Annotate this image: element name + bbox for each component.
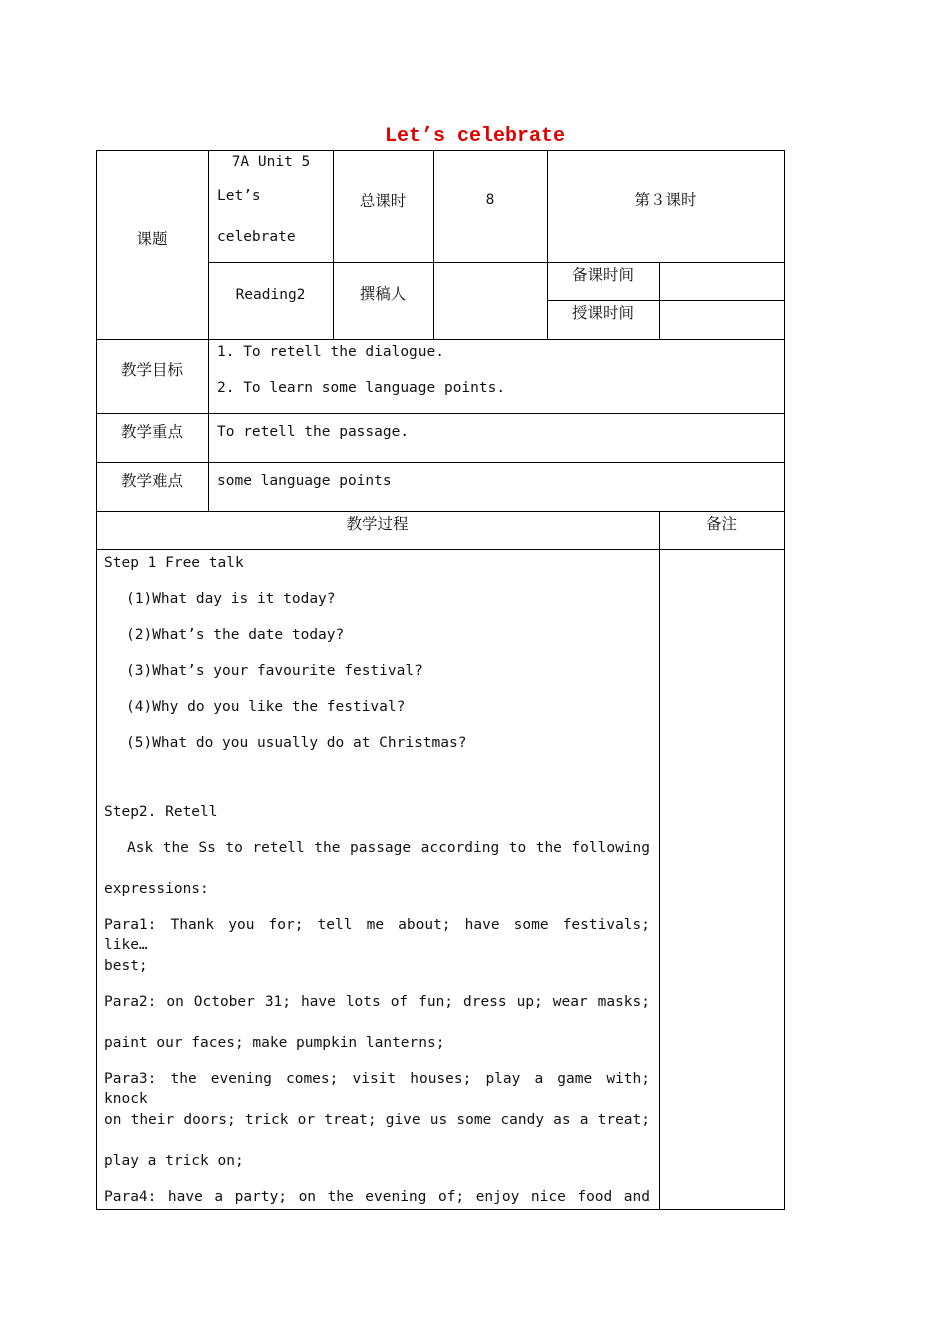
step2-title: Step2. Retell [104, 804, 218, 820]
para3-line-2: on their doors; trick or treat; give us some candy as a treat; [104, 1112, 650, 1128]
step1-question-3: (3)What’s your favourite festival? [126, 663, 423, 679]
step1-question-2: (2)What’s the date today? [126, 627, 345, 643]
para2-line-1: Para2: on October 31; have lots of fun; dress up; wear masks; [104, 994, 650, 1010]
table-divider [96, 339, 785, 340]
table-border-bottom [96, 1209, 785, 1210]
notes-header: 备注 [705, 515, 737, 533]
step1-question-4: (4)Why do you like the festival? [126, 699, 406, 715]
table-divider [208, 262, 785, 263]
para3-line-1: Para3: the evening comes; visit houses; play a game with; knock [104, 1071, 650, 1107]
step1-question-5: (5)What do you usually do at Christmas? [126, 735, 467, 751]
table-divider [96, 549, 785, 550]
topic-value-line-1: 7A Unit 5 [231, 154, 311, 170]
table-border-right [784, 150, 785, 1210]
table-divider [96, 462, 785, 463]
para1-line-2: best; [104, 958, 148, 974]
table-border-left [96, 150, 97, 1210]
section-name: Reading2 [235, 287, 306, 303]
teach-time-label: 授课时间 [571, 304, 634, 322]
key-points-label: 教学重点 [120, 423, 183, 441]
topic-label: 课题 [136, 230, 168, 248]
table-divider [659, 511, 660, 1210]
table-divider [96, 413, 785, 414]
step2-intro-line-2: expressions: [104, 881, 209, 897]
author-label: 撰稿人 [359, 285, 407, 303]
total-hours-label: 总课时 [359, 192, 407, 210]
step2-intro-line-1: Ask the Ss to retell the passage according to the following [127, 840, 650, 856]
table-border-top [96, 150, 785, 151]
objectives-label: 教学目标 [120, 361, 183, 379]
para4-line-1: Para4: have a party; on the evening of; enjoy nice food and [104, 1189, 650, 1205]
objective-item-1: 1. To retell the dialogue. [217, 344, 444, 360]
step1-question-1: (1)What day is it today? [126, 591, 336, 607]
key-points-value: To retell the passage. [217, 424, 410, 440]
document-title: Let’s celebrate [384, 125, 566, 148]
objective-item-2: 2. To learn some language points. [217, 380, 506, 396]
step1-title: Step 1 Free talk [104, 555, 244, 571]
para1-line-1: Para1: Thank you for; tell me about; have some festivals; like… [104, 917, 650, 953]
prep-time-label: 备课时间 [571, 266, 634, 284]
total-hours-value: 8 [485, 192, 495, 208]
table-divider [333, 150, 334, 339]
table-divider [433, 150, 434, 339]
table-divider [547, 300, 785, 301]
table-divider [659, 262, 660, 339]
process-header: 教学过程 [346, 515, 409, 533]
table-divider [208, 150, 209, 511]
table-divider [96, 511, 785, 512]
difficulties-label: 教学难点 [120, 472, 183, 490]
para3-line-3: play a trick on; [104, 1153, 244, 1169]
lesson-number: 第３课时 [634, 191, 697, 209]
topic-value-line-2: Let’s [217, 188, 261, 204]
para2-line-2: paint our faces; make pumpkin lanterns; [104, 1035, 445, 1051]
difficulties-value: some language points [217, 473, 392, 489]
topic-value-line-3: celebrate [217, 229, 296, 245]
